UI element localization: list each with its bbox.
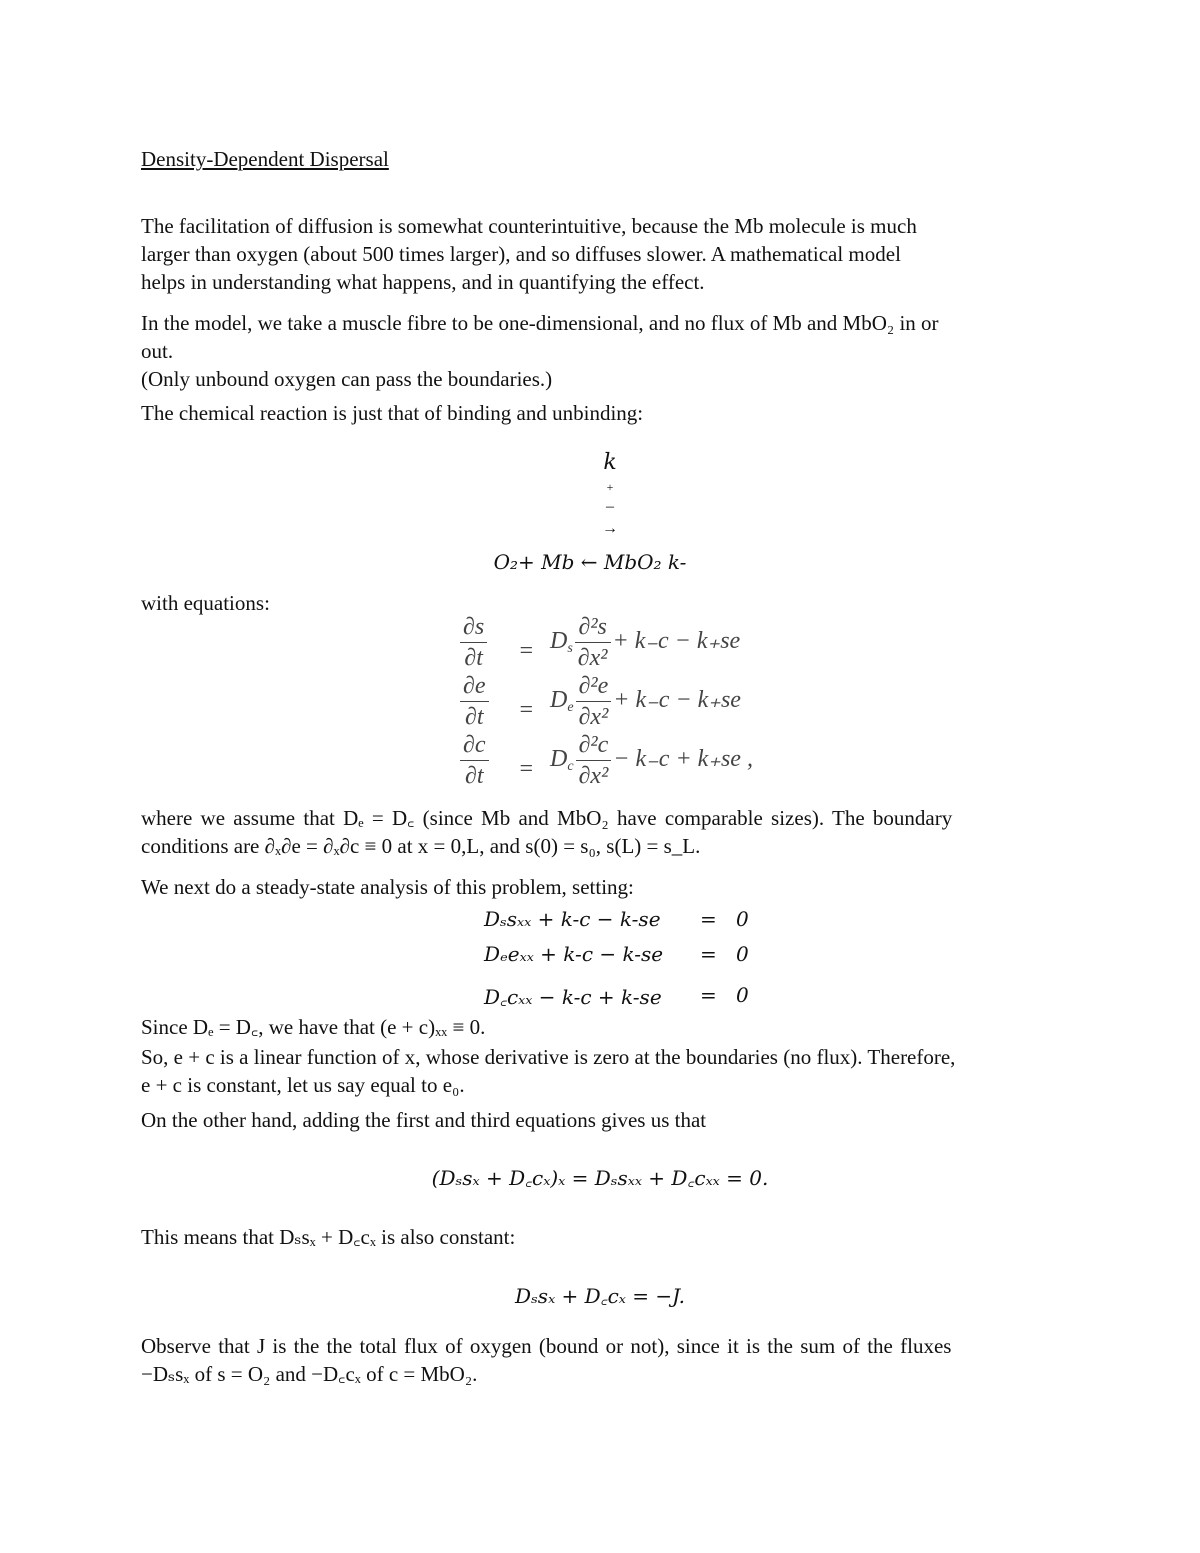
section-title: Density-Dependent Dispersal [141,147,389,171]
reaction-dash-mark: – [606,498,614,515]
paragraph-line: The facilitation of diffusion is somewhat counterintuitive, because the Mb molecule is much [141,214,917,238]
eq-e-rhs-den: ∂x² [578,704,609,730]
eq-s-lhs-den: ∂t [464,645,483,671]
eq-s-coef: D [550,628,568,655]
steady-1-rhs: 0 [736,907,749,931]
paragraph-line: with equations: [141,591,270,615]
paragraph-line: On the other hand, adding the first and third equations gives us that [141,1108,707,1132]
steady-equation-3 [484,983,784,1010]
pde-equation-e [458,671,798,731]
eq-c-lhs-num: ∂c [460,730,489,761]
steady-1-lhs: Dₛsₓₓ + k-c − k-se [484,907,661,931]
reaction-equation: O₂+ Mb ← MbO₂ k- [493,550,687,574]
paragraph-line: larger than oxygen (about 500 times larger), and so diffuses slower. A mathematical model [141,242,901,266]
eq-c-equals: = [518,756,535,782]
steady-3-rhs: 0 [736,983,749,1007]
steady-3-equals: = [700,983,717,1007]
paragraph-line: The chemical reaction is just that of binding and unbinding: [141,401,644,425]
eq-s-equals: = [518,638,535,664]
steady-equation-2 [484,942,784,966]
paragraph-line: conditions are ∂ₓ∂e = ∂ₓ∂c ≡ 0 at x = 0,L, and s(0) = s₀, s(L) = s_L. [141,834,701,858]
steady-3-lhs: D꜀cₓₓ − k-c + k-se [484,985,662,1009]
reaction-plus-mark: + [606,480,614,494]
eq-e-coef-sub: e [567,700,574,716]
paragraph-line: −Dₛsₓ of s = O₂ and −D꜀cₓ of c = MbO₂. [141,1362,478,1386]
reaction-arrow-mark: → [602,520,618,537]
paragraph-line: So, e + c is a linear function of x, whose derivative is zero at the boundaries (no flux). Therefore, [141,1045,956,1069]
eq-e-equals: = [518,697,535,723]
paragraph-line: In the model, we take a muscle fibre to be one-dimensional, and no flux of Mb and MbO₂ in or [141,311,939,335]
eq-c-rhs-den: ∂x² [578,763,609,789]
sum-equation: (Dₛsₓ + D꜀cₓ)ₓ = Dₛsₓₓ + D꜀cₓₓ = 0. [431,1166,769,1190]
paragraph-line: (Only unbound oxygen can pass the boundaries.) [141,367,553,391]
eq-c-coef-sub: c [567,759,574,775]
eq-e-tail: + k₋c − k₊se [613,687,741,714]
paragraph-line: Observe that J is the the total flux of oxygen (bound or not), since it is the sum of the fluxes [141,1334,952,1358]
pde-equation-s [458,612,798,672]
steady-2-lhs: Dₑeₓₓ + k-c − k-se [484,942,664,966]
paragraph-line: e + c is constant, let us say equal to e₀. [141,1073,465,1097]
eq-e-lhs-den: ∂t [464,704,484,730]
reaction-rate-k: k [603,450,617,475]
paragraph-line: We next do a steady-state analysis of this problem, setting: [141,875,634,899]
steady-1-equals: = [700,907,717,931]
flux-equation: Dₛsₓ + D꜀cₓ = −J. [515,1284,685,1308]
paragraph-line: Since Dₑ = D꜀, we have that (e + c)ₓₓ ≡ 0. [141,1015,486,1039]
eq-e-rhs-num: ∂²e [576,671,612,702]
paragraph-line: where we assume that Dₑ = D꜀ (since Mb and MbO₂ have comparable sizes). The boundary [141,806,953,830]
paragraph-line: out. [141,339,174,363]
paragraph-line: helps in understanding what happens, and in quantifying the effect. [141,270,705,294]
paragraph-line: This means that Dₛsₓ + D꜀cₓ is also constant: [141,1225,516,1249]
pde-equation-c [458,730,798,790]
eq-c-lhs-den: ∂t [464,763,484,789]
eq-c-coef: D [550,746,568,773]
steady-2-equals: = [700,942,717,966]
eq-e-lhs-num: ∂e [460,671,489,702]
eq-e-coef: D [550,687,568,714]
eq-s-tail: + k₋c − k₊se [612,628,741,655]
eq-c-rhs-num: ∂²c [576,730,612,761]
eq-s-lhs-num: ∂s [460,612,487,643]
eq-c-tail: − k₋c + k₊se , [613,746,753,773]
steady-equation-1 [484,907,784,931]
eq-s-coef-sub: s [567,641,573,657]
eq-s-rhs-num: ∂²s [575,612,611,643]
steady-2-rhs: 0 [736,942,749,966]
eq-s-rhs-den: ∂x² [577,645,608,671]
